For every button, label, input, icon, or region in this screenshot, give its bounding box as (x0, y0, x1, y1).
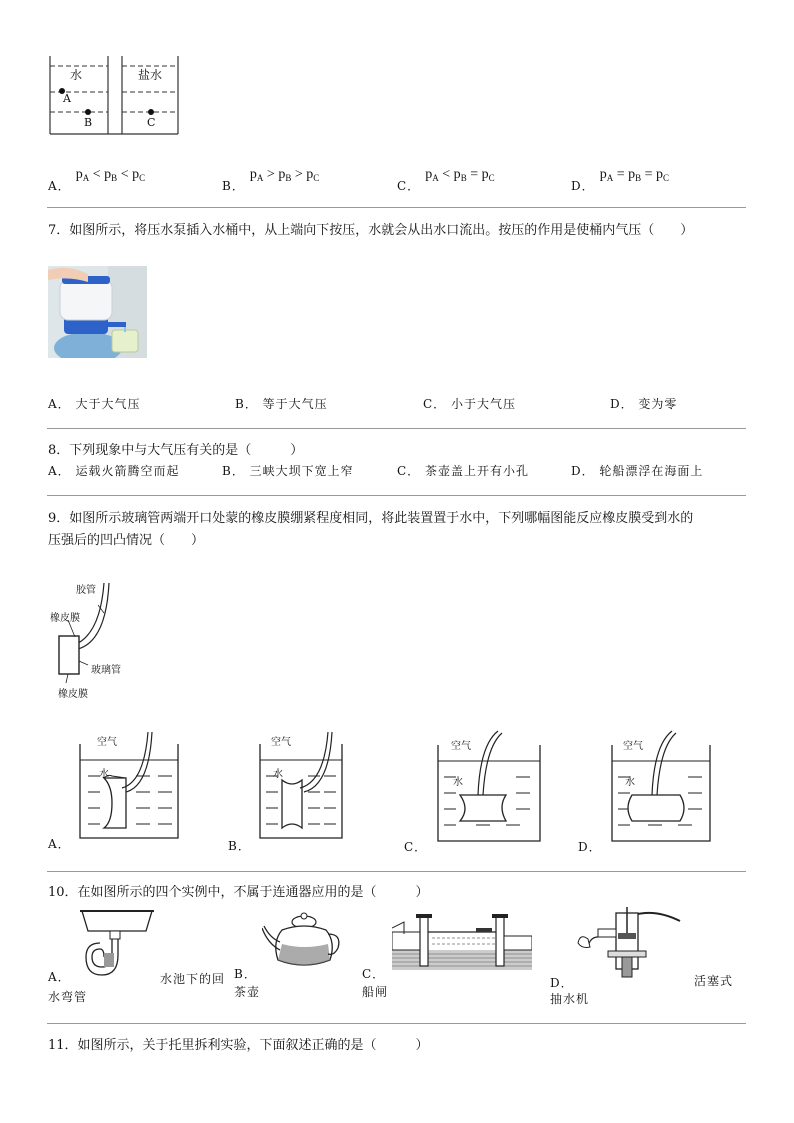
option-letter: D． (550, 976, 574, 990)
q9-option-a-figure (78, 730, 183, 845)
q7-stem: 7．如图所示，将压水泵插入水桶中，从上端向下按压，水就会从出水口流出。按压的作用是使桶内气压（ ） (48, 223, 694, 238)
q10-option-c[interactable] (362, 963, 385, 982)
q10-stem: 10．在如图所示的四个实例中，不属于连通器应用的是（ ） (48, 885, 429, 900)
q8-option-c[interactable]: C． 茶壶盖上开有小孔 (397, 464, 529, 478)
q10-piston-pump-figure (572, 903, 687, 978)
option-letter: B． (234, 967, 257, 981)
q7-option-b[interactable]: B． 等于大气压 (235, 397, 328, 411)
q9-stem-line1: 9．如图所示玻璃管两端开口处蒙的橡皮膜绷紧程度相同，将此装置置于水中，下列哪幅图能反应橡皮膜受到水的 (48, 511, 694, 526)
divider (47, 495, 746, 496)
q7-option-a[interactable]: A． 大于大气压 (48, 397, 141, 411)
q10-option-d[interactable] (550, 972, 574, 991)
option-letter: A． (48, 179, 71, 193)
option-letter: B． (222, 179, 245, 193)
q6-point-a-label: A (63, 92, 71, 105)
q9-a-water-label: 水 (99, 769, 109, 780)
q10-teapot-figure (262, 912, 344, 972)
q10-option-d-text2: 抽水机 (550, 992, 590, 1006)
q10-option-a-text2: 水弯管 (48, 990, 88, 1004)
divider (47, 871, 746, 872)
q6-point-c-label: C (147, 116, 156, 129)
q9-option-d[interactable]: D． (578, 840, 602, 854)
q10-ship-lock-figure (392, 910, 532, 972)
formula: $p_A < p_B < p_C$ (75, 167, 146, 183)
q7-option-c[interactable]: C． 小于大气压 (423, 397, 516, 411)
q8-stem: 8．下列现象中与大气压有关的是（ ） (48, 443, 304, 458)
option-letter: A． (48, 970, 71, 984)
option-letter: D． (571, 179, 595, 193)
q8-option-a[interactable]: A． 运载火箭腾空而起 (48, 464, 180, 478)
q7-option-d[interactable]: D． 变为零 (610, 397, 678, 411)
q9-apparatus-figure (48, 575, 158, 700)
q6-option-a[interactable] (48, 163, 146, 193)
q9-membrane-top-label: 橡皮膜 (50, 613, 80, 624)
q7-water-pump-photo (48, 266, 147, 358)
q8-option-d[interactable]: D． 轮船漂浮在海面上 (571, 464, 704, 478)
divider (47, 207, 746, 208)
q6-point-b-label: B (84, 116, 93, 129)
q9-option-c[interactable]: C． (404, 840, 428, 854)
formula: $p_A < p_B = p_C$ (425, 167, 495, 183)
q6-salt-water-label: 盐水 (138, 68, 163, 82)
q6-option-c[interactable] (397, 163, 495, 193)
q8-option-b[interactable]: B． 三峡大坝下宽上窄 (222, 464, 354, 478)
q10-option-b-text1: 茶壶 (234, 985, 261, 999)
q10-option-b[interactable] (234, 963, 257, 982)
q10-option-a-text1: 水池下的回 (160, 972, 226, 986)
q9-d-air-label: 空气 (623, 741, 643, 752)
q10-option-a[interactable] (48, 966, 71, 985)
q6-option-d[interactable] (571, 163, 670, 193)
q6-water-label: 水 (70, 68, 83, 82)
q9-c-water-label: 水 (453, 777, 463, 788)
divider (47, 428, 746, 429)
q9-a-air-label: 空气 (97, 737, 117, 748)
q9-b-air-label: 空气 (271, 737, 291, 748)
q10-option-c-text1: 船闸 (362, 985, 389, 999)
q6-option-b[interactable] (222, 163, 320, 193)
divider (47, 1023, 746, 1024)
q9-d-water-label: 水 (625, 777, 635, 788)
q9-b-water-label: 水 (273, 769, 283, 780)
q10-option-d-text1: 活塞式 (694, 974, 734, 988)
q11-stem: 11．如图所示，关于托里拆利实验，下面叙述正确的是（ ） (48, 1038, 429, 1053)
q9-option-b[interactable]: B． (228, 839, 251, 853)
q9-membrane-bottom-label: 橡皮膜 (58, 689, 88, 700)
q9-option-a[interactable]: A． (48, 837, 71, 851)
option-letter: C． (397, 179, 421, 193)
formula: $p_A = p_B = p_C$ (599, 167, 670, 183)
q9-c-air-label: 空气 (451, 741, 471, 752)
formula: $p_A > p_B > p_C$ (249, 167, 320, 183)
q10-sink-trap-figure (80, 905, 155, 977)
option-letter: C． (362, 967, 386, 981)
q9-hose-label: 胶管 (76, 585, 96, 596)
q9-glass-tube-label: 玻璃管 (91, 665, 121, 676)
q9-stem-line2: 压强后的凹凸情况（ ） (48, 533, 205, 548)
